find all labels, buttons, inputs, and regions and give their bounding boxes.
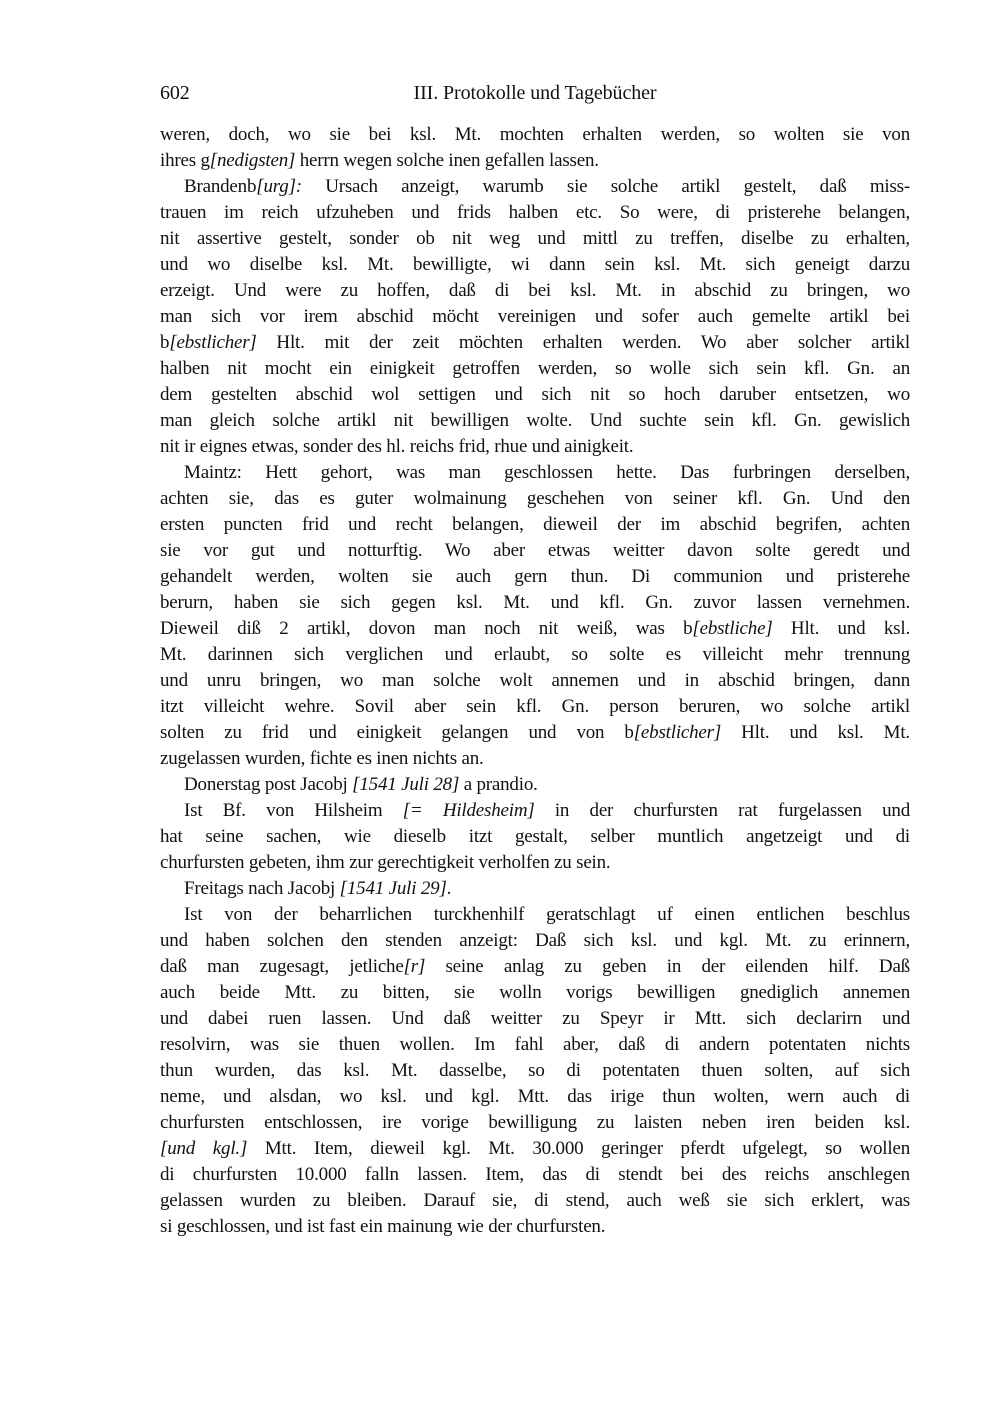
text-run: si geschlossen, und ist fast ein mainung wie der churfursten. [160,1216,606,1237]
text-line [160,1006,910,1032]
text-run: hat seine sachen, wie dieselb itzt gestalt, selber muntlich angetzeigt und di [160,826,910,847]
text-line [160,538,910,564]
text-line [160,356,910,382]
text-run: Hlt. mit der zeit möchten erhalten werden. Wo aber solcher artikl [256,332,910,353]
text-run: ihres g [160,150,210,171]
text-run: erzeigt. Und were zu hoffen, daß di bei ksl. Mt. in abschid zu bringen, wo [160,280,910,301]
text-run: gelassen wurden zu bleiben. Darauf sie, di stend, auch weß sie sich erklert, was [160,1190,910,1211]
text-line [160,798,910,824]
text-line [160,304,910,330]
page-header [160,80,910,106]
text-line [160,174,910,200]
text-line [160,252,910,278]
text-line [160,408,910,434]
text-run: Hlt. und ksl. [772,618,910,639]
text-line [160,1084,910,1110]
text-run: b [160,332,170,353]
text-run: weren, doch, wo sie bei ksl. Mt. mochten erhalten werden, so wolten sie von [160,124,910,145]
text-run: dem gestelten abschid wol settigen und sich nit so hoch daruber entsetzen, wo [160,384,910,405]
text-run: resolvirn, was sie thuen wollen. Im fahl aber, daß di andern potentaten nichts [160,1034,910,1055]
text-run: Ist Bf. von Hilsheim [184,800,403,821]
text-run: gehandelt werden, wolten sie auch gern thun. Di communion und pristerehe [160,566,910,587]
text-run: neme, und alsdan, wo ksl. und kgl. Mtt. das irige thun wolten, wern auch di [160,1086,910,1107]
text-line [160,668,910,694]
text-line [160,1136,910,1162]
text-line [160,1162,910,1188]
text-line [160,330,910,356]
text-run: di churfursten 10.000 falln lassen. Item, das di stendt bei des reichs anschlegen [160,1164,910,1185]
text-line [160,876,910,902]
page-number: 602 [160,82,190,104]
text-run: Ist von der beharrlichen turckhenhilf geratschlagt uf einen entlichen beschlus [184,904,910,925]
text-run: trauen im reich ufzuheben und frids halben etc. So were, di pristerehe belangen, [160,202,910,223]
text-line [160,746,910,772]
text-line [160,1032,910,1058]
text-line [160,928,910,954]
editorial-insertion: [r] [403,956,426,977]
editorial-insertion: [= Hildesheim] [402,800,535,821]
text-line [160,434,910,460]
text-line [160,382,910,408]
editorial-insertion: [ebstlicher] [633,722,722,743]
text-run: thun wurden, das ksl. Mt. dasselbe, so di potentaten thuen solten, auf sich [160,1060,910,1081]
text-run: a prandio. [459,774,538,795]
text-line [160,1188,910,1214]
text-run: und dabei ruen lassen. Und daß weitter zu Speyr ir Mtt. sich declarirn und [160,1008,910,1029]
text-run: solten zu frid und einigkeit gelangen und von b [160,722,634,743]
text-line [160,278,910,304]
text-line [160,590,910,616]
text-run: man sich vor irem abschid möcht vereinigen und sofer auch gemelte artikl bei [160,306,910,327]
text-line [160,226,910,252]
text-run: Freitags nach Jacobj [184,878,340,899]
text-run: nit ir eignes etwas, sonder des hl. reichs frid, rhue und ainigkeit. [160,436,634,457]
text-line [160,616,910,642]
text-run: Hlt. und ksl. Mt. [721,722,910,743]
editorial-insertion: [nedigsten] [209,150,296,171]
text-run: daß man zugesagt, jetliche [160,956,404,977]
text-line [160,486,910,512]
text-run: und unru bringen, wo man solche wolt annemen und in abschid bringen, dann [160,670,910,691]
text-run: auch beide Mtt. zu bitten, sie wolln vorigs bewilligen gnediglich annemen [160,982,910,1003]
editorial-insertion: [und kgl.] [160,1138,248,1159]
editorial-insertion: [1541 Juli 28] [352,774,460,795]
editorial-insertion: [urg]: [256,176,302,197]
text-line [160,1058,910,1084]
text-run: Maintz: Hett gehort, was man geschlossen hette. Das furbringen derselben, [184,462,910,483]
text-line [160,850,910,876]
text-run: zugelassen wurden, fichte es inen nichts an. [160,748,484,769]
text-run: seine anlag zu geben in der eilenden hilf. Daß [425,956,910,977]
text-run: Mt. darinnen sich verglichen und erlaubt, so solte es villeicht mehr trennung [160,644,910,665]
text-run: churfursten gebeten, ihm zur gerechtigkeit verholfen zu sein. [160,852,611,873]
text-run: herrn wegen solche inen gefallen lassen. [295,150,599,171]
text-line [160,720,910,746]
text-line [160,1214,910,1240]
text-line [160,460,910,486]
text-line [160,642,910,668]
text-run: Brandenb [184,176,257,197]
text-line [160,980,910,1006]
text-run: halben nit mocht ein einigkeit getroffen werden, so wolle sich sein kfl. Gn. an [160,358,910,379]
text-run: und wo diselbe ksl. Mt. bewilligte, wi dann sein ksl. Mt. sich geneigt darzu [160,254,910,275]
running-title: III. Protokolle und Tagebücher [413,82,657,104]
text-run: berurn, haben sie sich gegen ksl. Mt. und kfl. Gn. zuvor lassen vernehmen. [160,592,910,613]
text-run: achten sie, das es guter wolmainung geschehen von seiner kfl. Gn. Und den [160,488,910,509]
text-run: . [446,878,452,899]
text-line [160,148,910,174]
text-run: Dieweil diß 2 artikl, dovon man noch nit weiß, was b [160,618,693,639]
text-run: Ursach anzeigt, warumb sie solche artikl gestelt, daß miss- [301,176,910,197]
text-line [160,1110,910,1136]
editorial-insertion: [ebstliche] [692,618,773,639]
text-run: sie vor gut und notturftig. Wo aber etwas weitter davon solte geredt und [160,540,910,561]
text-run: in der churfursten rat furgelassen und [534,800,910,821]
text-run: man gleich solche artikl nit bewilligen wolte. Und suchte sein kfl. Gn. gewislich [160,410,910,431]
text-run: churfursten entschlossen, ire vorige bewilligung zu laisten neben iren beiden ksl. [160,1112,910,1133]
text-run: Mtt. Item, dieweil kgl. Mt. 30.000 geringer pferdt ufgelegt, so wollen [247,1138,910,1159]
text-run: nit assertive gestelt, sonder ob nit weg und mittl zu treffen, diselbe zu erhalten, [160,228,910,249]
text-line [160,954,910,980]
text-line [160,564,910,590]
text-line [160,824,910,850]
editorial-insertion: [ebstlicher] [169,332,257,353]
text-line [160,772,910,798]
text-line [160,512,910,538]
text-run: ersten puncten frid und recht belangen, dieweil der im abschid begrifen, achten [160,514,910,535]
page-body-text [160,122,910,1240]
text-line [160,902,910,928]
text-line [160,122,910,148]
text-line [160,200,910,226]
text-run: und haben solchen den stenden anzeigt: Daß sich ksl. und kgl. Mt. zu erinnern, [160,930,910,951]
text-run: itzt villeicht wehre. Sovil aber sein kfl. Gn. person beruren, wo solche artikl [160,696,910,717]
text-line [160,694,910,720]
editorial-insertion: [1541 Juli 29] [339,878,447,899]
text-run: Donerstag post Jacobj [184,774,353,795]
